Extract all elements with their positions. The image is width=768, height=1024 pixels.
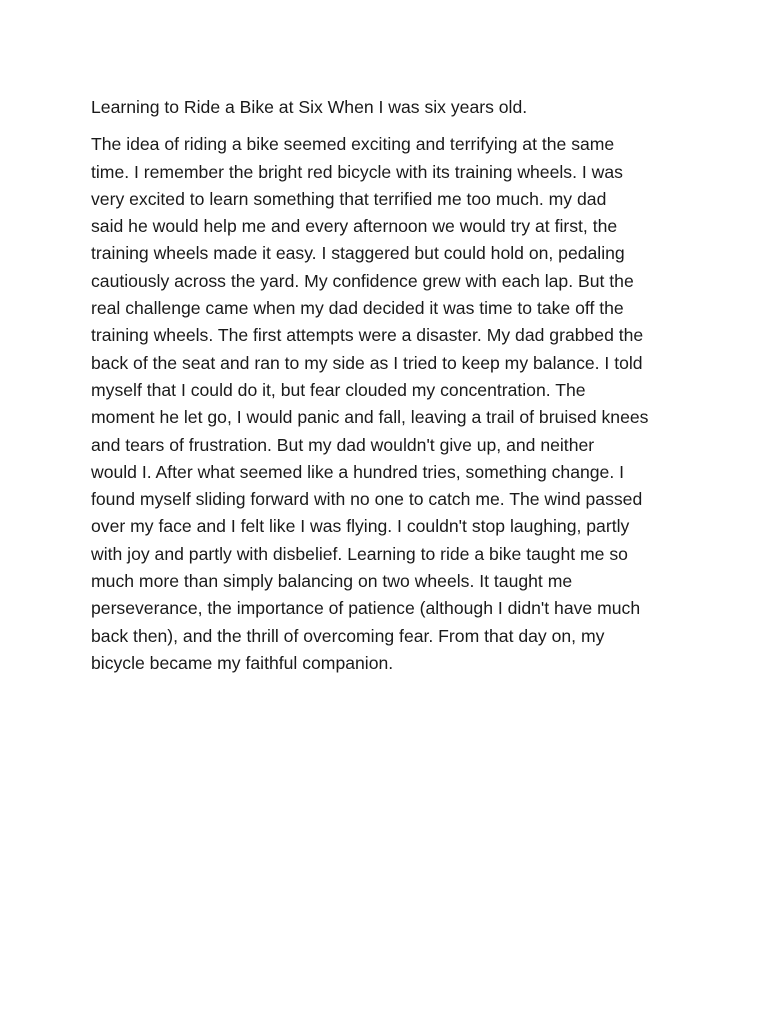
body-line: perseverance, the importance of patience (although I didn't have much: [91, 598, 641, 619]
body-line: said he would help me and every afternoon we would try at first, the: [91, 216, 618, 237]
body-line: bicycle became my faithful companion.: [91, 652, 394, 673]
body-line: and tears of frustration. But my dad wouldn't give up, and neither: [91, 434, 595, 455]
body-line: cautiously across the yard. My confidence grew with each lap. But the: [91, 270, 634, 291]
document-body: [91, 131, 681, 677]
body-line: training wheels made it easy. I staggered but could hold on, pedaling: [91, 243, 625, 264]
body-line: with joy and partly with disbelief. Learning to ride a bike taught me so: [91, 543, 628, 564]
body-line: would I. After what seemed like a hundred tries, something change. I: [91, 461, 625, 482]
body-line: back then), and the thrill of overcoming fear. From that day on, my: [91, 625, 605, 646]
body-line: much more than simply balancing on two wheels. It taught me: [91, 571, 573, 592]
document-title: Learning to Ride a Bike at Six When I was six years old.: [91, 97, 528, 117]
body-line: myself that I could do it, but fear clouded my concentration. The: [91, 379, 586, 400]
body-line: time. I remember the bright red bicycle with its training wheels. I was: [91, 161, 623, 182]
body-line: very excited to learn something that terrified me too much. my dad: [91, 188, 607, 209]
document-content: [91, 94, 681, 677]
body-line: back of the seat and ran to my side as I tried to keep my balance. I told: [91, 352, 643, 373]
body-line: The idea of riding a bike seemed exciting and terrifying at the same: [91, 134, 615, 155]
body-line: real challenge came when my dad decided it was time to take off the: [91, 298, 624, 319]
body-line: over my face and I felt like I was flying. I couldn't stop laughing, partly: [91, 516, 630, 537]
body-line: moment he let go, I would panic and fall, leaving a trail of bruised knees: [91, 407, 649, 428]
body-line: training wheels. The first attempts were a disaster. My dad grabbed the: [91, 325, 644, 346]
body-line: found myself sliding forward with no one to catch me. The wind passed: [91, 489, 643, 510]
